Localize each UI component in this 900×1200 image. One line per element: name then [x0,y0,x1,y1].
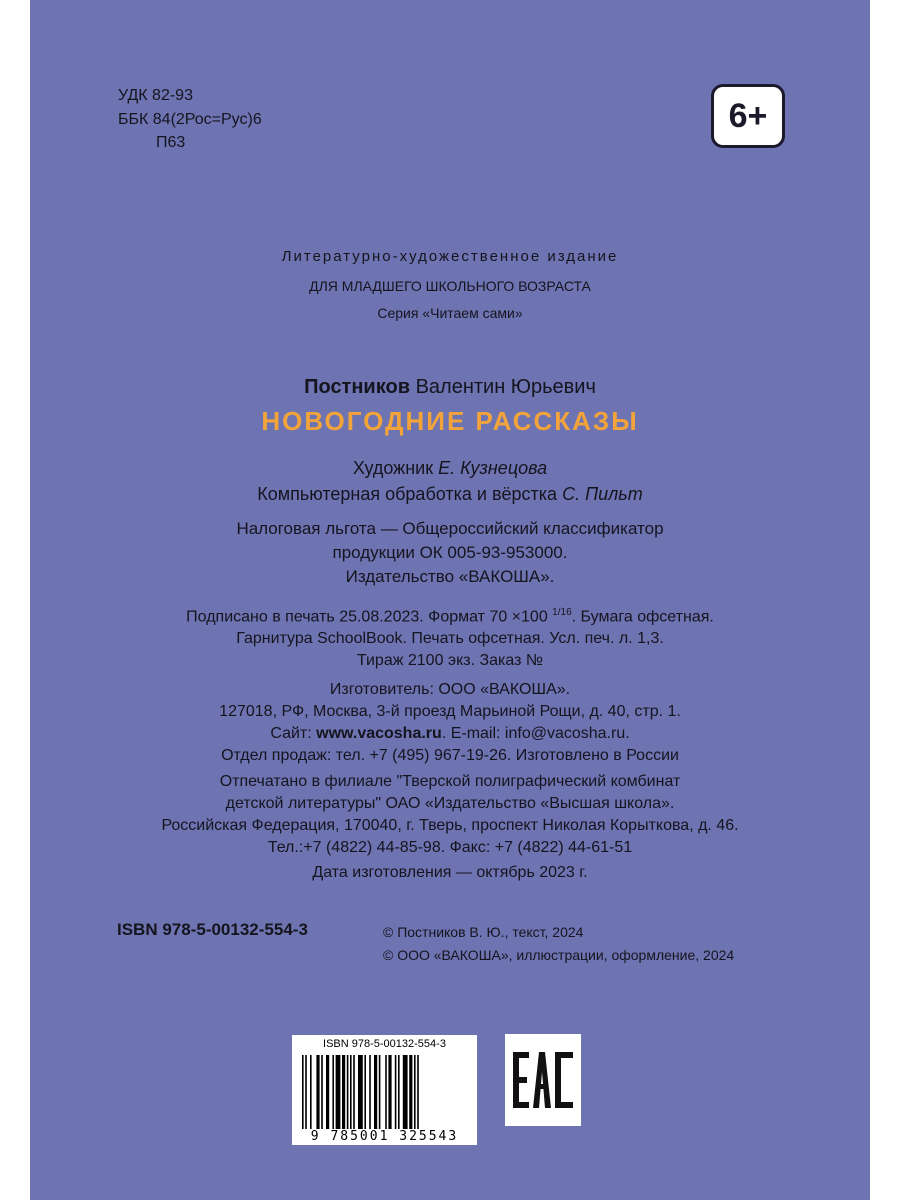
format-fraction: 1/16 [552,607,572,618]
site-link[interactable]: www.vacosha.ru [316,725,442,742]
author-mark: П63 [156,134,186,151]
tax-line: Издательство «ВАКОША». [345,567,555,586]
layout-label: Компьютерная обработка и вёрстка [257,484,558,504]
eac-mark [505,1034,581,1126]
audience: ДЛЯ МЛАДШЕГО ШКОЛЬНОГО ВОЗРАСТА [309,278,591,294]
copyright-line: © Постников В. Ю., текст, 2024 [383,924,584,940]
artist-name: Е. Кузнецова [438,458,548,478]
print-line: Тираж 2100 экз. Заказ № [356,652,544,670]
printer-line: Отпечатано в филиале "Тверской полиграфический комбинат [219,773,681,790]
production-date: Дата изготовления — октябрь 2023 г. [312,864,588,881]
print-line: . Бумага офсетная. [571,608,714,626]
tax-line: продукции ОК 005-93-953000. [332,543,568,562]
copyright [383,921,734,967]
author-surname: Постников [304,376,410,398]
series-name: Серия «Читаем сами» [377,305,523,321]
isbn: ISBN 978-5-00132-554-3 [117,920,308,939]
printer-info [30,771,870,859]
manufacturer-info [30,679,870,767]
author-line [30,376,870,399]
classification-codes [118,84,262,155]
maker-line: Отдел продаж: тел. +7 (495) 967-19-26. Изготовлено в России [221,747,679,764]
email-text: . E-mail: info@vacosha.ru. [441,725,630,742]
imprint-page [30,0,870,1200]
maker-line: Изготовитель: ООО «ВАКОША». [329,681,571,698]
bbk-code: ББК 84(2Рос=Рус)6 [118,110,262,128]
edition-type: Литературно-художественное издание [281,248,619,265]
credits [30,455,870,507]
barcode-digits: 9 785001 325543 [310,1129,459,1144]
copyright-line: © ООО «ВАКОША», иллюстрации, оформление, 2024 [383,947,735,963]
author-given-name: Валентин Юрьевич [415,376,596,398]
udk-code: УДК 82-93 [118,87,193,104]
printer-line: Тел.:+7 (4822) 44-85-98. Факс: +7 (4822) 44-61-51 [267,839,633,856]
eac-logo-icon [505,1034,581,1126]
barcode-isbn-text: ISBN 978-5-00132-554-3 [323,1038,446,1050]
printer-line: детской литературы" ОАО «Издательство «Высшая школа». [225,795,675,812]
site-label: Сайт: [270,725,312,742]
print-line: Подписано в печать 25.08.2023. Формат 70 ×100 [186,608,548,626]
isbn-barcode [292,1035,477,1145]
layout-name: С. Пильт [562,484,643,504]
printer-line: Российская Федерация, 170040, г. Тверь, проспект Николая Корыткова, д. 46. [161,817,739,834]
barcode-bars [302,1055,467,1129]
tax-info [30,517,870,589]
maker-line: 127018, РФ, Москва, 3-й проезд Марьиной Рощи, д. 40, стр. 1. [219,703,681,720]
tax-line: Налоговая льгота — Общероссийский классификатор [236,519,664,538]
age-rating-badge: 6+ [711,84,785,148]
print-info [30,602,870,672]
book-title: НОВОГОДНИЕ РАССКАЗЫ [261,406,639,436]
print-line: Гарнитура SchoolBook. Печать офсетная. Усл. печ. л. 1,3. [236,630,664,648]
artist-label: Художник [352,458,434,478]
